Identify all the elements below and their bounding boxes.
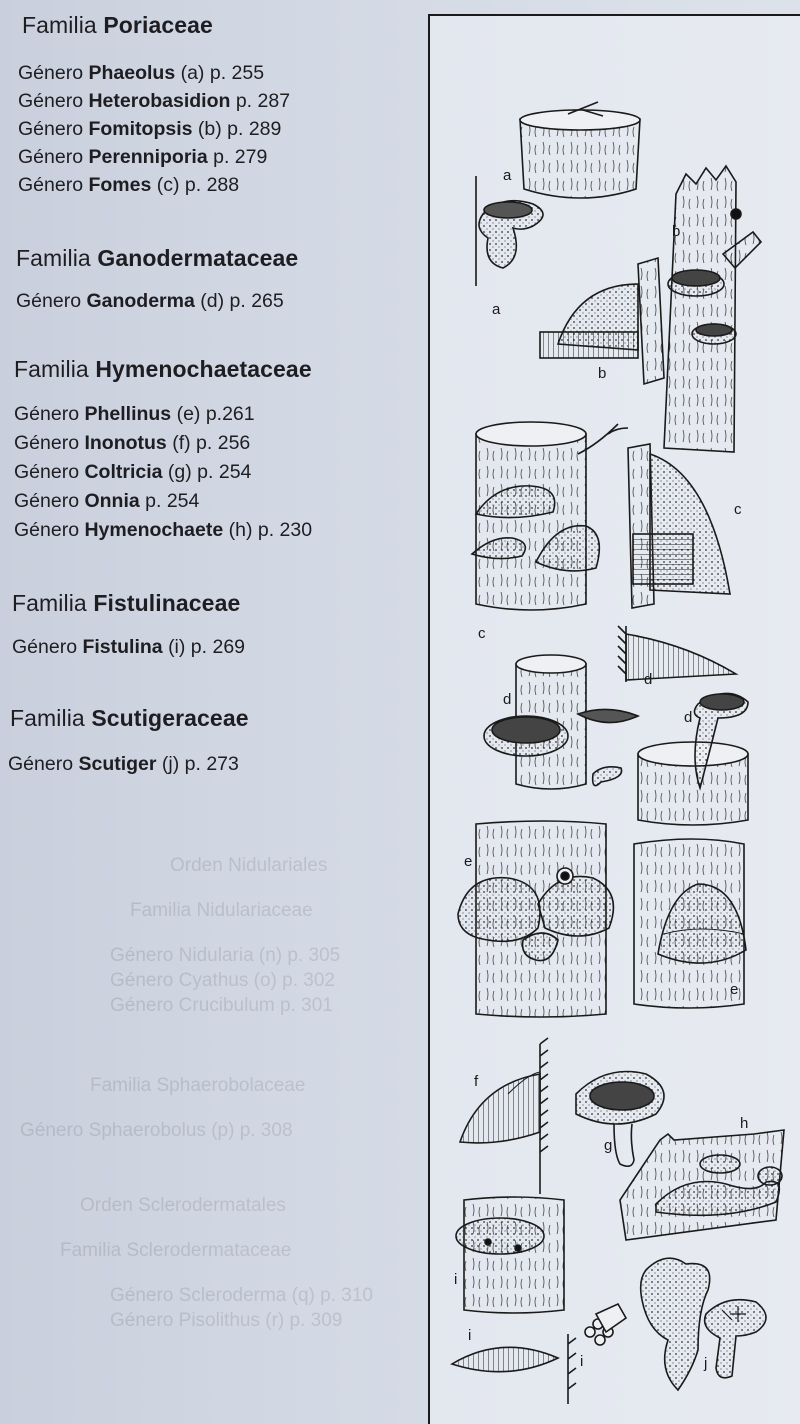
label-e-right: e: [730, 981, 739, 998]
genus-entry: Género Ganoderma (d) p. 265: [16, 290, 284, 312]
illustration-h: [620, 1115, 784, 1240]
label-i-upper: i: [454, 1271, 458, 1288]
family-heading: Familia Hymenochaetaceae: [14, 356, 312, 382]
genus-entry: Género Inonotus (f) p. 256: [14, 432, 251, 454]
show-through-background: Orden Nidulariales Familia Nidulariaceae Género Nidularia (n) p. 305 Género Cyathus (o) p. 302 Género Crucibulum p. 301 Familia Sphaerobolaceae Género Sphaerobolus (p) p. 308 Orden Sclerodermatales Familia Sclerodermataceae Género Scleroderma (q) p. 310 Género Pisolithus (r) p. 309: [20, 855, 373, 1331]
label-d-right: d: [684, 709, 693, 726]
label-j: j: [704, 1355, 708, 1372]
label-b-lower: b: [598, 365, 607, 382]
illustration-i: [452, 1197, 626, 1404]
fungi-illustrations: [428, 14, 800, 1422]
label-a-upper: a: [503, 167, 512, 184]
family-heading: Familia Ganodermataceae: [16, 245, 299, 271]
illustration-g: [576, 1072, 664, 1167]
genus-entry: Género Onnia p. 254: [14, 490, 200, 512]
genus-entry: Género Heterobasidion p. 287: [18, 90, 291, 112]
illustration-d: [484, 626, 748, 825]
label-c-lower: c: [478, 625, 486, 642]
label-i-tubes: i: [580, 1353, 584, 1370]
genus-entry: Género Scutiger (j) p. 273: [8, 753, 239, 775]
label-g: g: [604, 1137, 613, 1154]
genus-entry: Género Coltricia (g) p. 254: [14, 461, 252, 483]
illustration-a: [476, 102, 640, 318]
family-heading: Familia Poriaceae: [22, 12, 213, 38]
label-c-right: c: [734, 501, 742, 518]
genus-entry: Género Fomes (c) p. 288: [18, 174, 240, 196]
genus-entry: Género Fomitopsis (b) p. 289: [18, 118, 282, 140]
label-b-upper: b: [672, 223, 681, 240]
genus-entry: Género Hymenochaete (h) p. 230: [14, 519, 313, 541]
family-heading: Familia Scutigeraceae: [10, 705, 249, 731]
genus-entry: Género Perenniporia p. 279: [18, 146, 268, 168]
label-i-lower: i: [468, 1327, 472, 1344]
label-d-left: d: [503, 691, 512, 708]
illustration-e: [458, 821, 746, 1017]
label-d-bracket: d: [644, 671, 653, 688]
illustration-b: [540, 166, 761, 452]
family-heading: Familia Fistulinaceae: [12, 590, 241, 616]
illustration-c: [472, 422, 742, 642]
label-e-left: e: [464, 853, 473, 870]
label-f: f: [474, 1073, 479, 1090]
genus-entry: Género Phellinus (e) p.261: [14, 403, 255, 425]
illustration-j: [641, 1258, 766, 1390]
genus-entry: Género Phaeolus (a) p. 255: [18, 62, 265, 84]
illustration-f: [460, 1038, 548, 1194]
genus-entry: Género Fistulina (i) p. 269: [12, 636, 246, 658]
label-h: h: [740, 1115, 749, 1132]
label-a-lower: a: [492, 301, 501, 318]
